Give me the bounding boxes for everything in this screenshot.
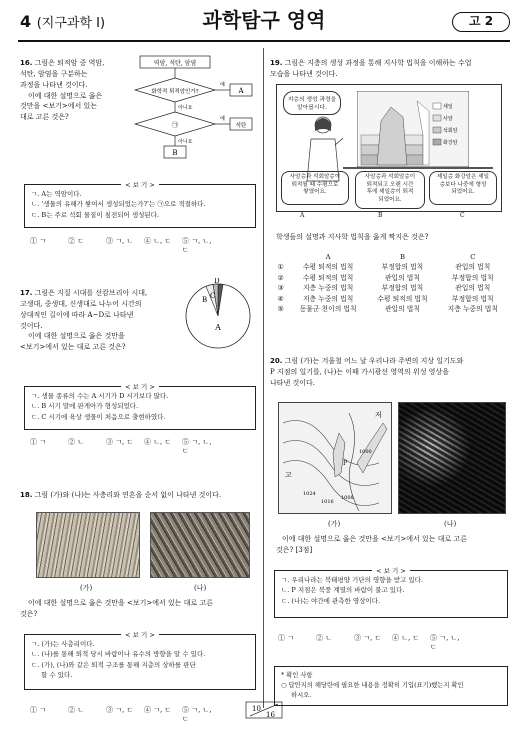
table-row[interactable]: ⑤ 동물군 천이의 법칙 관입의 법칙 지층 누중의 법칙 [277,305,498,314]
legend-granite: 화강암 [443,140,458,146]
q18-caption-b: (나) [194,584,207,592]
flow-a: A [238,87,244,95]
note-text: ○ 답안지의 해당란에 필요한 내용을 정확히 기입(표기)했는지 확인 [281,682,464,690]
q18-bogi-box: < 보 기 > ㄱ. (가)는 사층리이다. ㄴ. (나)를 통해 퇴적 당시 바람이나 유수의 방향을 알 수 있다. ㄷ. (가), (나)와 같은 퇴적 구조를 통해 지층의 상하를 판단 할 수 있다. [24,634,256,690]
pie-label-c: C [210,292,216,300]
q18-caption-a: (가) [80,584,93,592]
choice[interactable]: ① ㄱ [30,237,46,245]
choice[interactable]: ② ㄴ [68,706,84,714]
student-bubble-b: 사암층과 석회암층이 퇴적되고 오랜 시간 후에 셰일층이 퇴적 되었어요. [355,171,425,209]
choice[interactable]: ③ ㄱ, ㄴ [106,237,134,245]
choice[interactable]: ② ㄴ [316,634,332,642]
map-low: 저 [375,411,382,419]
header-rule [18,40,510,42]
choice[interactable]: ① ㄱ [30,706,46,714]
q20-stem: 20. 그림 (가)는 겨울철 어느 날 우리나라 주변의 지상 일기도와 P 지점의 일기를, (나)는 이때 가시광선 영역의 위성 영상을 나타낸 것이다. [270,357,464,387]
q17-stem: 17. 그림은 지질 시대를 선캄브리아 시대, 고생대, 중생대, 신생대로 나누어 시간의 상대적인 길이에 따라 A~D로 나타낸 것이다. 이에 대한 설명으로 옳은 것만을 <보기>에서 있는 대로 고른 것은? [20,289,148,352]
student-label-b: B [378,212,383,219]
q18-ask: 이에 대한 설명으로 옳은 것만을 <보기>에서 있는 대로 고른 것은? [20,599,214,618]
choice[interactable]: ⑤ ㄱ, ㄴ, ㄷ [430,634,460,651]
map-high: 고 [285,471,292,479]
choice[interactable]: ④ ㄱ, ㄷ [144,706,172,714]
table-row[interactable]: ③ 지층 누중의 법칙 부정합의 법칙 관입의 법칙 [277,284,491,293]
choice[interactable]: ③ ㄱ, ㄷ [106,438,134,446]
flow-start-text: 역암, 석탄, 암염 [153,60,197,67]
choice[interactable]: ⑤ ㄱ, ㄴ, ㄷ [182,237,212,254]
page-number [244,700,284,720]
confirmation-note: * 확인 사항 ○ 답안지의 해당란에 필요한 내용을 정확히 기입(표기)했는지 확인 하시오. [274,666,508,706]
flow-q2: ㉠ [171,121,179,129]
table-row[interactable]: ① 수평 퇴적의 법칙 부정합의 법칙 관입의 법칙 [277,263,491,272]
q17-pie-chart [180,278,256,350]
flow-stone: 석탄 [235,123,247,129]
q19-ask: 학생들의 설명과 지사학 법칙을 옳게 짝지은 것은? [276,233,429,241]
page-title: 과학탐구 영역 [202,8,326,32]
legend-sandstone: 사암 [443,116,453,122]
page-total: 16 [266,711,275,719]
q20-ask: 이에 대한 설명으로 옳은 것만을 <보기>에서 있는 대로 고른 것은? [3점] [276,535,468,554]
weather-map-svg [279,403,393,515]
choice[interactable]: ③ ㄱ, ㄷ [106,706,134,714]
column-divider [263,48,264,708]
strata-diagram [357,91,469,167]
table-row[interactable]: ② 수평 퇴적의 법칙 관입의 법칙 부정합의 법칙 [277,273,494,282]
choice[interactable]: ④ ㄴ, ㄷ [144,237,172,245]
q16-stem: 16. 그림은 퇴적암 중 역암, 석탄, 암염을 구분하는 과정을 나타낸 것이다. 이에 대한 설명으로 옳은 것만을 <보기>에서 있는 대로 고른 것은? [20,59,105,122]
student-label-a: A [300,212,305,219]
flow-q1: 화학적 퇴적암인가? [151,89,199,95]
choice[interactable]: ③ ㄱ, ㄷ [354,634,382,642]
q16-bogi-box: < 보 기 > ㄱ. A는 역암이다. ㄴ. '생물의 유해가 쌓여서 생성되었는가?'는 ㉠으로 적절하다. ㄷ. B는 주로 석회 물질이 침전되어 생성된다. [24,184,256,228]
q17-choices [30,438,220,456]
q18-choices [30,706,220,724]
page-current: 10 [252,705,261,713]
desk-line [343,167,493,169]
flow-yes2: 예 [220,116,225,122]
isobar-1024: 1024 [303,491,316,497]
q20-bogi-box: < 보 기 > ㄱ. 우리나라는 북태평양 기단의 영향을 받고 있다. ㄴ. P 지점은 북풍 계열의 바람이 불고 있다. ㄷ. (나)는 야간에 관측한 영상이다. [274,570,508,618]
flow-yes1: 예 [220,82,225,88]
note-title: * 확인 사항 [281,672,313,679]
q19-classroom-figure [276,84,502,212]
q18-stem: 18. 그림 (가)와 (나)는 사층리와 연흔을 순서 없이 나타낸 것이다. [20,491,222,499]
legend-limestone: 석회암 [443,128,458,134]
q20-choices [278,634,468,652]
flow-no2: 아니요 [178,139,193,145]
choice[interactable]: ② ㄴ [68,438,84,446]
choice[interactable]: ④ ㄴ, ㄷ [144,438,172,446]
q19-stem: 19. 그림은 지층의 생성 과정을 통해 지사학 법칙을 이해하는 수업 모습을 나타낸 것이다. [270,59,472,78]
isobar-1000: 1000 [359,449,372,455]
q20-weather-map [278,402,392,514]
grade-badge: 고 2 [452,12,510,32]
flow-b: B [172,149,178,157]
q19-answer-table [272,252,508,315]
map-point-p: P [343,460,348,467]
q18-photo-a [36,512,140,578]
q16-choices [30,237,220,255]
q20-satellite-image [398,402,506,514]
student-bubble-a: 사암층과 석회암층이 퇴적될 때 수평으로 쌓였어요. [281,171,349,205]
legend-shale: 셰일 [443,104,453,110]
pie-label-a: A [215,323,221,332]
choice[interactable]: ① ㄱ [30,438,46,446]
choice[interactable]: ⑤ ㄱ, ㄴ, ㄷ [182,706,212,723]
isobar-1016: 1016 [321,499,334,505]
pie-label-b: B [202,296,208,304]
q17-bogi-box: < 보 기 > ㄱ. 생물 종류의 수는 A 시기가 D 시기보다 많다. ㄴ. B 시기 말에 판게아가 형성되었다. ㄷ. C 시기에 육상 생물이 처음으로 출현하였다. [24,386,256,430]
choice[interactable]: ④ ㄴ, ㄷ [392,634,420,642]
q20-caption-b: (나) [444,520,457,528]
table-row[interactable]: ④ 지층 누중의 법칙 수평 퇴적의 법칙 부정합의 법칙 [277,294,494,303]
teacher-speech-bubble: 지층의 생성 과정을 알아봅시다. [283,91,341,115]
isobar-1008: 1008 [341,495,354,501]
header-subject: 4 (지구과학 I) [20,12,106,31]
pie-label-d: D [214,278,220,285]
q20-caption-a: (가) [328,520,341,528]
choice[interactable]: ① ㄱ [278,634,294,642]
q18-photo-b [150,512,250,578]
choice[interactable]: ⑤ ㄱ, ㄴ, ㄷ [182,438,212,455]
flow-no1: 아니요 [178,105,193,111]
student-bubble-c: 셰일층 화강암은 셰일 층보다 나중에 형성 되었어요. [429,171,497,205]
q16-flowchart [120,52,260,160]
choice[interactable]: ② ㄷ [68,237,84,245]
student-label-c: C [460,212,465,219]
table-header-row: A B C [325,253,476,261]
